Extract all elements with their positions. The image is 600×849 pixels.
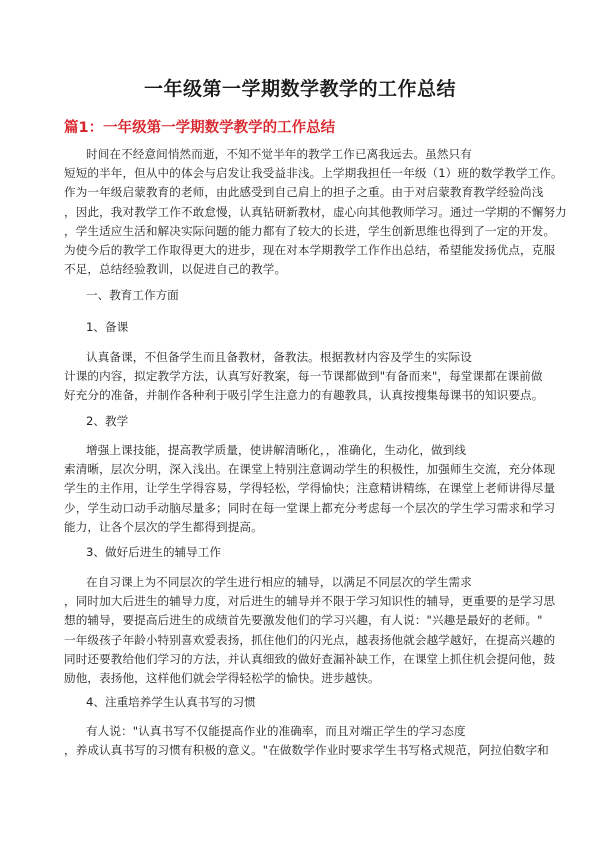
section-heading-text: 一、教育工作方面 [86, 288, 179, 302]
intro-paragraph [64, 145, 567, 279]
paragraph-line: 索清晰，层次分明，深入浅出。在课堂上特别注意调动学生的积极性，加强师生交流，充分体现 [64, 462, 556, 477]
paragraph-line: 能力，让各个层次的学生都得到提高。 [64, 519, 263, 534]
paragraph-line: 计课的内容，拟定教学方法，认真写好教案，每一节课都做到"有备而来"，每堂课都在课前做 [64, 369, 543, 384]
subsection-heading-3 [64, 543, 554, 562]
paragraph-line: 好充分的准备，并制作各种利于吸引学生注意力的有趣教具，认真按搜集每课书的知识要点。 [64, 388, 544, 403]
subsection-heading-text: 1、备课 [86, 320, 129, 334]
subsection-heading-4 [64, 693, 554, 712]
subsection-paragraph-1 [64, 348, 554, 406]
subsection-paragraph-3 [64, 573, 554, 688]
paragraph-line: 励他，表扬他，这样他们就会学得轻松学的愉快。进步越快。 [64, 671, 380, 686]
paragraph-line: 同时还要教给他们学习的方法，并认真细致的做好查漏补缺工作，在课堂上抓住机会提问他，鼓 [64, 651, 556, 666]
paragraph-line: 时间在不经意间悄然而逝，不知不觉半年的教学工作已离我远去。虽然只有 [86, 147, 472, 161]
subsection-heading-text: 4、注重培养学生认真书写的习惯 [86, 695, 256, 709]
paragraph-line: ，养成认真书写的习惯有积极的意义。"在做数学作业时要求学生书写格式规范，阿拉伯数字和 [64, 743, 549, 758]
paragraph-line: 不足，总结经验教训，以促进自己的教学。 [64, 262, 287, 277]
document-title: 一年级第一学期数学教学的工作总结 [143, 78, 456, 100]
paragraph-line: 想的辅导，要提高后进生的成绩首先要激发他们的学习兴趣，有人说："兴趣是最好的老师。" [64, 613, 543, 628]
paragraph-line: 一年级孩子年龄小特别喜欢爱表扬，抓住他们的闪光点，越表扬他就会越学越好，在提高兴趣的 [64, 632, 556, 647]
paragraph-line: ，同时加大后进生的辅导力度，对后进生的辅导并不限于学习知识性的辅导，更重要的是学习思 [64, 594, 556, 609]
subsection-heading-2 [64, 412, 554, 431]
section-subtitle: 篇1：一年级第一学期数学教学的工作总结 [64, 120, 336, 136]
subsection-heading-1 [64, 318, 554, 337]
paragraph-line: ，因此，我对教学工作不敢怠慢，认真钻研新教材，虚心向其他教师学习。通过一学期的不懈努力 [64, 204, 567, 219]
subsection-paragraph-4 [64, 722, 554, 760]
paragraph-line: 少，学生动口动手动脑尽量多；同时在每一堂课上都充分考虑每一个层次的学生学习需求和学习 [64, 500, 556, 515]
paragraph-line: 有人说："认真书写不仅能提高作业的准确率，而且对端正学生的学习态度 [86, 724, 466, 738]
subsection-heading-text: 3、做好后进生的辅导工作 [86, 545, 221, 559]
section-heading [64, 286, 554, 305]
subsection-paragraph-2 [64, 441, 554, 537]
paragraph-line: 为使今后的教学工作取得更大的进步，现在对本学期教学工作作出总结，希望能发扬优点，克服 [64, 243, 556, 258]
paragraph-line: 在自习课上为不同层次的学生进行相应的辅导，以满足不同层次的学生需求 [86, 575, 472, 589]
paragraph-line: 增强上课技能，提高教学质量，使讲解清晰化，，准确化，生动化，做到线 [86, 443, 467, 457]
paragraph-line: 作为一年级启蒙教育的老师，由此感受到自己肩上的担子之重。由于对启蒙教育教学经验尚浅 [64, 185, 544, 200]
paragraph-line: 认真备课，不但备学生而且备教材，备教法。根据教材内容及学生的实际设 [86, 350, 472, 364]
paragraph-line: 学生的主作用，让学生学得容易，学得轻松，学得愉快；注意精讲精练，在课堂上老师讲得尽量 [64, 481, 556, 496]
paragraph-line: ，学生适应生活和解决实际问题的能力都有了较大的长进，学生创新思维也得到了一定的开发。 [64, 223, 556, 238]
paragraph-line: 短短的半年，但从中的体会与启发让我受益非浅。上学期我担任一年级（1）班的数学教学工作。 [64, 166, 563, 181]
subsection-heading-text: 2、教学 [86, 414, 129, 428]
